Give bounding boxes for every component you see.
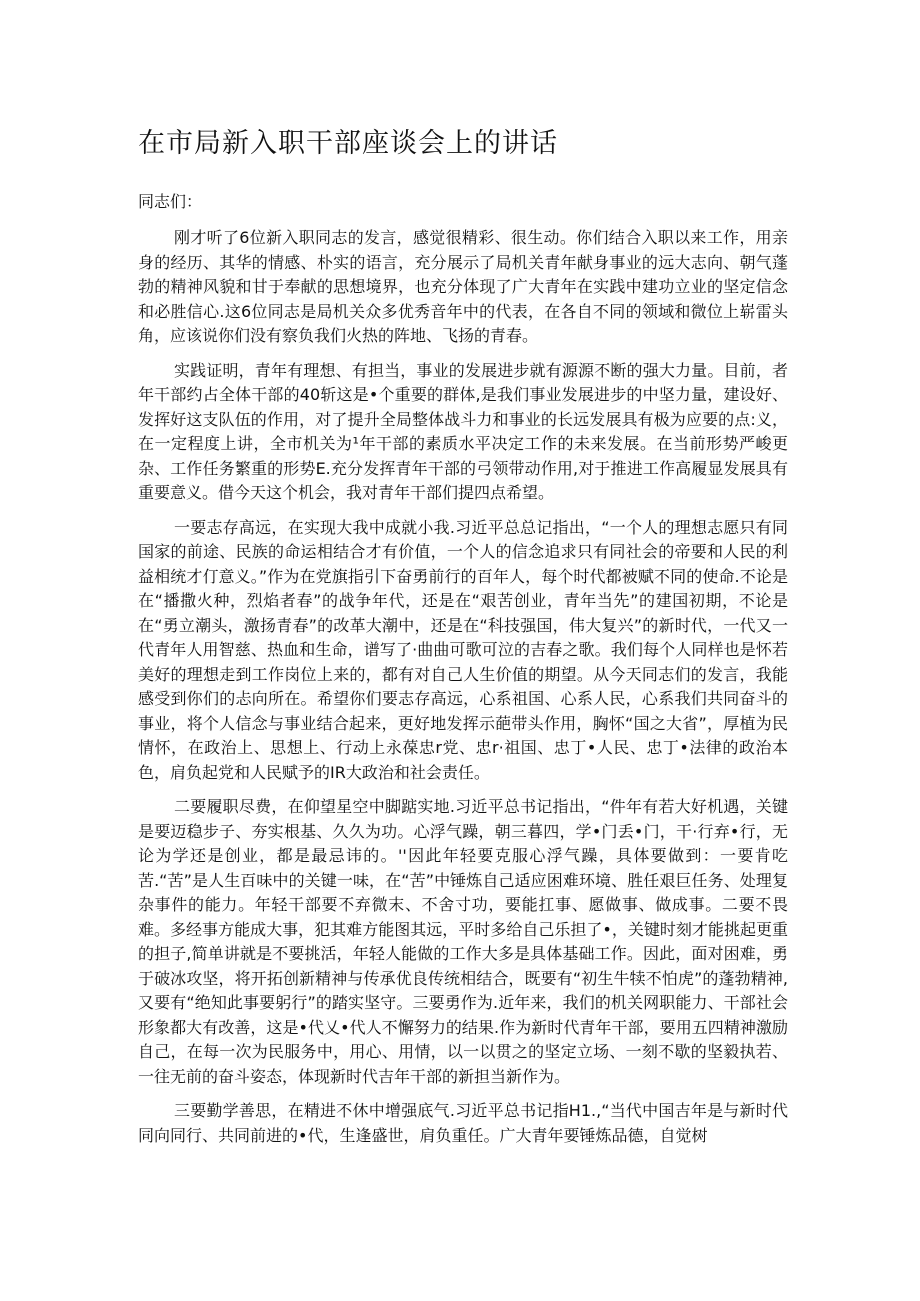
- document-page: [138, 118, 788, 1158]
- paragraph-4: 二要履职尽费，在仰望星空中脚踮实地.习近平总书记指出，“件年有若大好机遇，关键是要迈稳步子、夯实根基、久久为功。心浮气躁，朝三暮四，学•门丢•门，干·行弃•行，无论为学还是创业，都是最忌讳的。''因此年轻要克服心浮气躁，具体要做到：一要肯吃苦.“苦”是人生百味中的关键一味，在“苦”中锤炼自己适应困难环境、胜任艰巨任务、处理复杂事件的能力。年轻干部要不弃微末、不舍寸功，要能扛事、愿做事、做成事。二要不畏难。多经事方能成大事，犯其难方能图其远，平时多给自己乐担了•，关键时刻才能挑起更重的担子,简单讲就是不要挑活，年轻人能做的工作大多是具体基础工作。因此，面对困难，勇于破冰攻坚，将开拓创新精神与传承优良传统相结合，既要有“初生牛犊不怕虎”的蓬勃精神,又要有“绝知此事要躬行”的踏实坚守。三要勇作为.近年来，我们的机关网职能力、干部社会形象都大有改善，这是•代乂•代人不懈努力的结果.作为新时代青年干部，要用五四精神激励自己，在每一次为民服务中，用心、用情，以一以贯之的坚定立场、一刻不歇的坚毅执若、一往无前的奋斗姿态，体现新时代吉年干部的新担当新作为。: [138, 797, 788, 1086]
- paragraph-1: 刚才听了6位新入职同志的发言，感觉很精彩、很生动。你们结合入职以来工作，用亲身的经历、其华的情感、朴实的语言，充分展示了局机关青年献身事业的远大志向、朝气蓬勃的精神风貌和甘于奉献的思想境界，也充分体现了广大青年在实践中建功立业的坚定信念和必胜信心.这6位同志是局机关众多优秀音年中的代表，在各自不同的领域和微位上崭雷头角，应该说你们没有察负我们火热的阵地、飞扬的青春。: [138, 228, 788, 345]
- paragraph-2: 实践证明，青年有理想、有担当，事业的发展进步就有源源不断的强大力量。目前，者年干部约占全体干部的40斩这是•个重要的群体,是我们事业发展进步的中坚力量，建设好、发挥好这支队伍的作用，对了提升全局整体战斗力和事业的长远发展具有极为应要的点:义，在一定程度上讲，全市机关为¹年干部的素质水平决定工作的未来发展。在当前形势严峻更杂、工作任务繁重的形势E.充分发挥青年干部的弓领带动作用,对于推进工作高履显发展具有重要意义。借今天这个机会，我对青年干部们提四点希望。: [138, 360, 788, 502]
- paragraph-5: 三要勤学善思，在精进不休中增强底气.习近平总书记指H1.,“当代中国吉年是与新时代同向同行、共同前进的•代，生逢盛世，肩负重任。广大青年要锤炼品德，自觉树: [138, 1101, 788, 1145]
- salutation: 同志们：: [138, 192, 203, 211]
- paragraph-3: 一要志存高远，在实现大我中成就小我.习近平总总记指出，“一个人的理想志愿只有同国家的前途、民族的命运相结合才有价值，一个人的信念追求只有同社会的帝要和人民的利益相统才仃意义。”作为在党旗指引下奋勇前行的百年人，每个时代都被赋不同的使命.不论是在“播撒火种，烈焰者春”的战争年代，还是在“艰苦创业，青年当先”的建国初期，不论是在“勇立潮头，激扬青春”的改革大潮中，还是在“科技强国，伟大复兴”的新时代，一代又一代青年人用智慈、热血和生命，谱写了·曲曲可歌可泣的吉春之歌。我们每个人同样也是怀若美好的理想走到工作岗位上来的，都有对自己人生价值的期望。从今天同志们的发言，我能感受到你们的忐向所在。希望你们要志存高远，心系祖国、心系人民，心系我们共同奋斗的事业，将个人信念与事业结合起来，更好地发挥示葩带头作用，胸怀“国之大省”，厚植为民情怀，在政治上、思想上、行动上永葆忠r党、忠r·祖国、忠丁•人民、忠丁•法律的政治本色，肩负起党和人民赋予的IR大政治和社会责任。: [138, 517, 788, 782]
- document-title: 在市局新入职干部座谈会上的讲话: [138, 128, 558, 159]
